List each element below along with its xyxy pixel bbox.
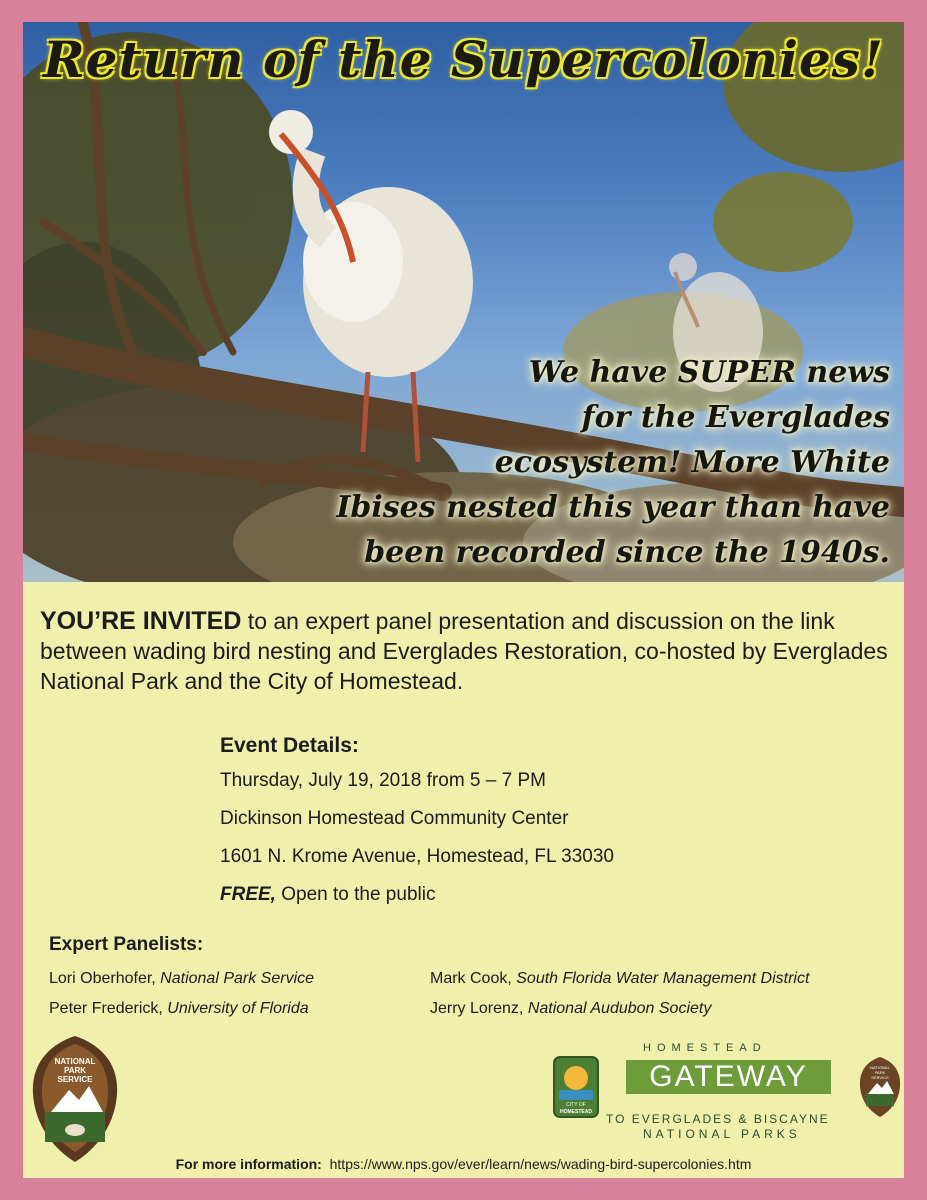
flyer	[23, 22, 904, 1178]
free-text: Open to the public	[275, 884, 436, 905]
panelist-org: University of Florida	[167, 1000, 309, 1017]
more-info-url[interactable]: https://www.nps.gov/ever/learn/news/wading-bird-supercolonies.htm	[329, 1156, 752, 1172]
panelist-name: Lori Oberhofer,	[49, 970, 161, 987]
panelist	[49, 970, 314, 988]
panelist-name: Mark Cook,	[430, 970, 517, 987]
more-info-label: For more information:	[175, 1156, 322, 1172]
hero-photo	[23, 22, 904, 582]
panelist-org: National Audubon Society	[527, 1000, 712, 1017]
nps-logo-line: PARK	[63, 1066, 87, 1075]
hero-news-line: been recorded since the 1940s.	[364, 535, 890, 570]
panelist-name: Jerry Lorenz,	[430, 1000, 528, 1017]
hero-title: Return of the Supercolonies!	[43, 30, 884, 89]
panelist-org: National Park Service	[160, 970, 315, 987]
event-date: Thursday, July 19, 2018 from 5 – 7 PM	[220, 770, 546, 791]
hero-news-line: Ibises nested this year than have	[336, 490, 890, 525]
nps-small-line: NATIONAL	[870, 1065, 890, 1070]
event-details	[220, 734, 820, 918]
nps-arrowhead-logo	[29, 1034, 121, 1164]
panelist-org: South Florida Water Management District	[516, 970, 810, 987]
seal-text: CITY OF	[566, 1102, 586, 1108]
panelist	[49, 1000, 309, 1018]
event-venue: Dickinson Homestead Community Center	[220, 808, 569, 829]
nps-logo-line: NATIONAL	[54, 1057, 96, 1066]
nps-logo-line: SERVICE	[57, 1075, 93, 1084]
hero-news	[330, 350, 890, 575]
panelist-name: Peter Frederick,	[49, 1000, 168, 1017]
gateway-subtitle: TO EVERGLADES & BISCAYNE	[606, 1112, 830, 1126]
nps-small-line: PARK	[874, 1070, 886, 1075]
hero-news-line: for the Everglades	[581, 400, 890, 435]
gateway-banner: GATEWAY	[626, 1060, 831, 1094]
hero-news-line: ecosystem! More White	[494, 445, 890, 480]
panelists-heading: Expert Panelists:	[49, 934, 204, 955]
nps-small-line: SERVICE	[871, 1075, 889, 1080]
event-admission	[220, 880, 820, 918]
nps-arrowhead-small-logo	[858, 1056, 902, 1118]
seal-text: HOMESTEAD	[560, 1109, 592, 1115]
gateway-subtitle: NATIONAL PARKS	[643, 1127, 801, 1141]
event-address: 1601 N. Krome Avenue, Homestead, FL 33030	[220, 846, 614, 867]
panelist	[430, 1000, 711, 1018]
event-details-heading: Event Details:	[220, 734, 359, 757]
hero-news-line: We have SUPER news	[528, 355, 890, 390]
panelist	[430, 970, 809, 988]
free-label: FREE,	[220, 884, 276, 905]
invite-body: to an expert panel presentation and discussion on the link between wading bird nesting and Everglades Restoration, co-hosted by Everglades National Park and the City of Homestead.	[40, 608, 888, 694]
city-of-homestead-seal	[553, 1056, 599, 1118]
gateway-top-text: HOMESTEAD	[643, 1042, 767, 1054]
more-info-line	[23, 1156, 904, 1172]
invitation-text	[40, 606, 890, 696]
invite-lead: YOU’RE INVITED	[40, 607, 242, 635]
